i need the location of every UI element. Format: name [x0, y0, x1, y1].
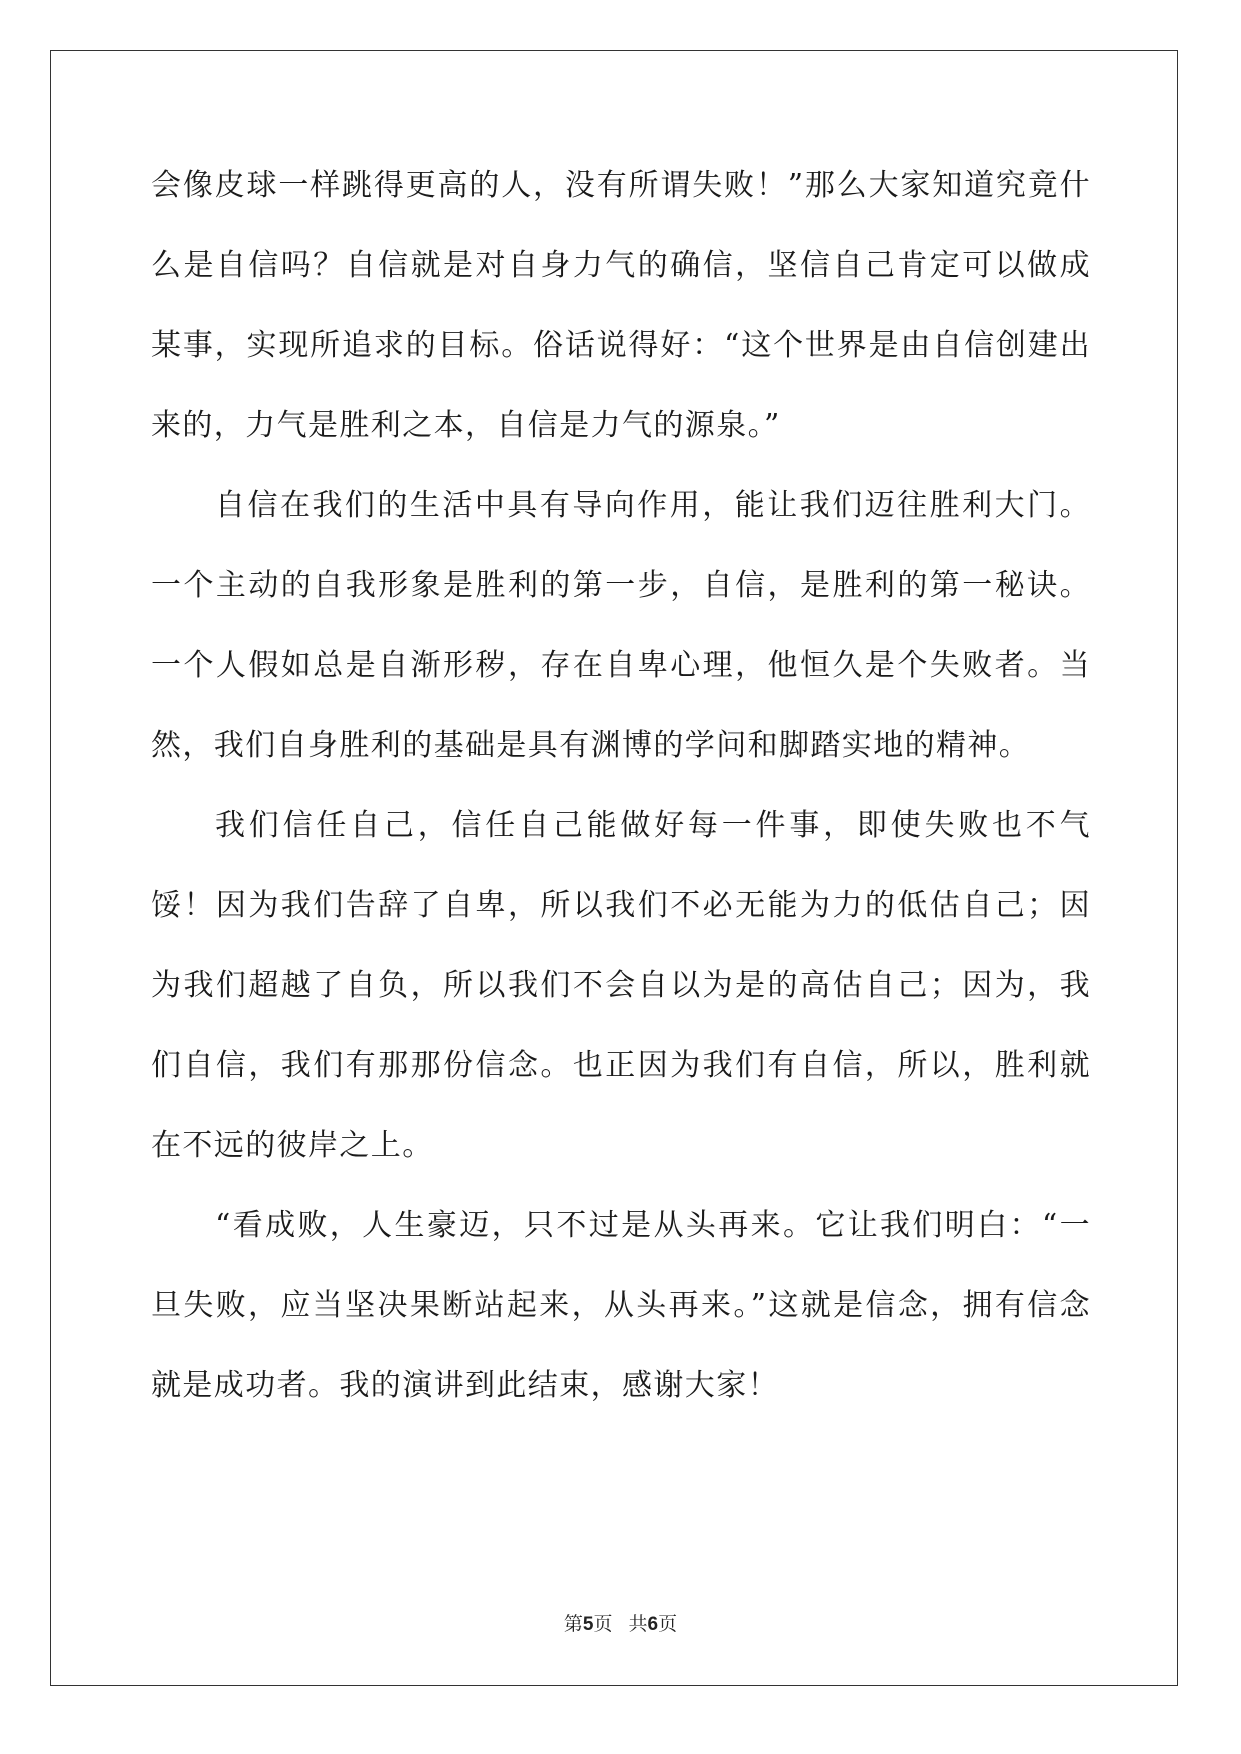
paragraph: “看成败，人生豪迈，只不过是从头再来。它让我们明白：“一旦失败，应当坚决果断站起来，从头再来。”这就是信念，拥有信念就是成功者。我的演讲到此结束，感谢大家！ — [151, 1208, 1091, 1403]
paragraph: 会像皮球一样跳得更高的人，没有所谓失败！”那么大家知道究竟什么是自信吗？自信就是对自身力气的确信，坚信自己肯定可以做成某事，实现所追求的目标。俗话说得好：“这个世界是由自信创建出来的，力气是胜利之本，自信是力气的源泉。” — [151, 168, 1091, 443]
paragraph: 自信在我们的生活中具有导向作用，能让我们迈往胜利大门。一个主动的自我形象是胜利的第一步，自信，是胜利的第一秘诀。一个人假如总是自渐形秽，存在自卑心理，他恒久是个失败者。当然，我们自身胜利的基础是具有渊博的学问和脚踏实地的精神。 — [151, 488, 1091, 763]
total-pages-suffix: 页 — [658, 1613, 678, 1635]
current-page-number: 5 — [582, 1614, 594, 1635]
page-number-prefix: 第 — [563, 1613, 583, 1635]
total-pages-prefix: 共 — [628, 1613, 648, 1635]
paragraph: 我们信任自己，信任自己能做好每一件事，即使失败也不气馁！因为我们告辞了自卑，所以我们不必无能为力的低估自己；因为我们超越了自负，所以我们不会自以为是的高估自己；因为，我们自信，我们有那那份信念。也正因为我们有自信，所以，胜利就在不远的彼岸之上。 — [151, 808, 1091, 1163]
document-body — [151, 146, 1091, 1426]
page-footer — [0, 1612, 1241, 1637]
total-page-count: 6 — [647, 1614, 659, 1635]
page-number-suffix: 页 — [593, 1613, 613, 1635]
